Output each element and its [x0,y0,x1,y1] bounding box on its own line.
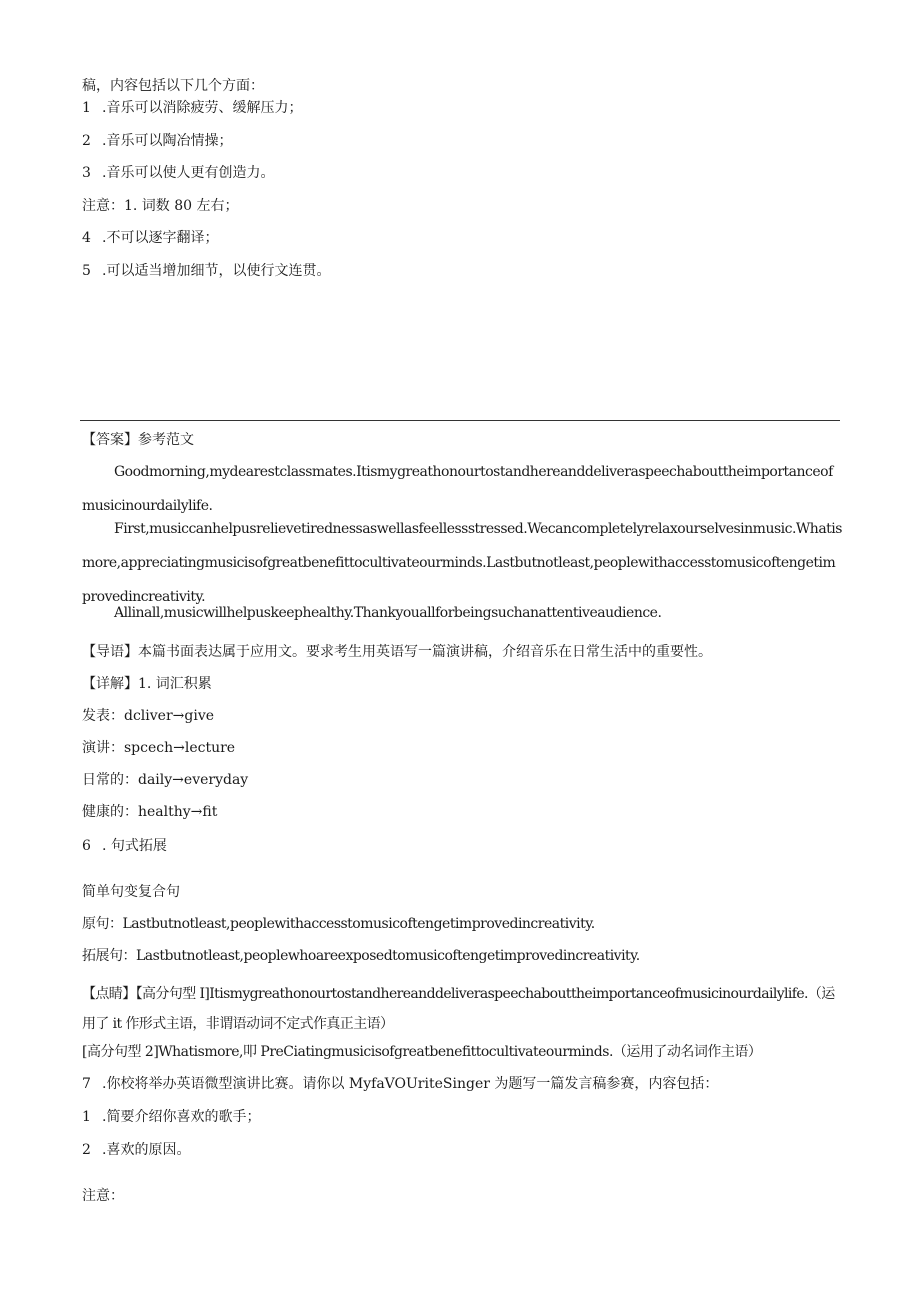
item-text: .音乐可以消除疲劳、缓解压力； [102,100,303,116]
vocab-item: 日常的：daily→everyday [82,772,249,788]
question-7 [82,1074,842,1094]
item-number: 7 [82,1076,91,1092]
answer-label: 【答案】参考范文 [82,432,194,448]
vocab-item: 演讲：spcech→lecture [82,740,236,756]
item-text: .喜欢的原因。 [102,1142,191,1158]
item-number: 2 [82,1142,91,1158]
item-text: . 句式拓展 [102,838,167,854]
item-number: 1 [82,1109,91,1125]
list-item [82,228,842,248]
note-line: 注意：1. 词数 80 左右； [82,198,239,214]
separator-rule [80,420,840,421]
item-text: .音乐可以使人更有创造力。 [102,165,275,181]
item-text: .你校将举办英语微型演讲比赛。请你以 MyfaVOUriteSinger 为题写一篇发言稿参赛，内容包括： [102,1076,719,1092]
vocab-item: 发表：dcliver→give [82,708,215,724]
list-item [82,261,842,281]
item-text: .不可以逐字翻译； [102,230,219,246]
list-item [82,163,842,183]
vocab-item: 健康的：healthy→fit [82,804,218,820]
list-item [82,131,842,151]
item-text: .音乐可以陶冶情操； [102,133,233,149]
list-item [82,1107,842,1127]
item-number: 6 [82,838,91,854]
pattern-2: [高分句型 2]Whatismore,叩 PreCiatingmusicisofgreatbenefittocultivateourminds.（运用了动名词作主语） [82,1044,762,1060]
dianjing-text: 【点睛】【高分句型 I]Itismygreathonourtostandhereanddeliveraspeechabouttheimportanceofmusicinourdailylife.（运用了 it 作形式主语，非谓语动词不定式作真正主语） [82,986,835,1032]
subheading: 简单句变复合句 [82,884,180,900]
essay-paragraph-2: First,musiccanhelpusrelievetirednessaswellasfeellessstressed.Wecancompletelyrelaxourselvesinmusic.Whatismore,appreciatingmusicisofgreatbenefittocultivateourminds.Lastbutnotleast,peoplewithaccesstomusicoftengetimprovedincreativity. [82,521,842,605]
item-number: 1 [82,100,91,116]
essay-paragraph-1: Goodmorning,mydearestclassmates.Itismygreathonourtostandhereanddeliveraspeechabouttheimportanceofmusicinourdailylife. [82,464,833,514]
note-line: 注意： [82,1188,124,1204]
intro-line: 稿，内容包括以下几个方面： [82,78,264,94]
section-heading [82,836,842,856]
guide-text: 【导语】本篇书面表达属于应用文。要求考生用英语写一篇演讲稿，介绍音乐在日常生活中的重要性。 [82,644,712,660]
item-number: 5 [82,263,91,279]
item-text: .简要介绍你喜欢的歌手； [102,1109,261,1125]
list-item [82,98,842,118]
essay-paragraph-3: Allinall,musicwillhelpuskeephealthy.Thankyouallforbeingsuchanattentiveaudience. [114,605,662,621]
item-number: 2 [82,133,91,149]
item-number: 4 [82,230,91,246]
detail-label: 【详解】1. 词汇积累 [82,676,212,692]
expanded-sentence: 拓展句：Lastbutnotleast,peoplewhoareexposedtomusicoftengetimprovedincreativity. [82,948,640,964]
list-item [82,1140,842,1160]
item-number: 3 [82,165,91,181]
original-sentence: 原句：Lastbutnotleast,peoplewithaccesstomusicoftengetimprovedincreativity. [82,916,595,932]
item-text: .可以适当增加细节，以使行文连贯。 [102,263,331,279]
